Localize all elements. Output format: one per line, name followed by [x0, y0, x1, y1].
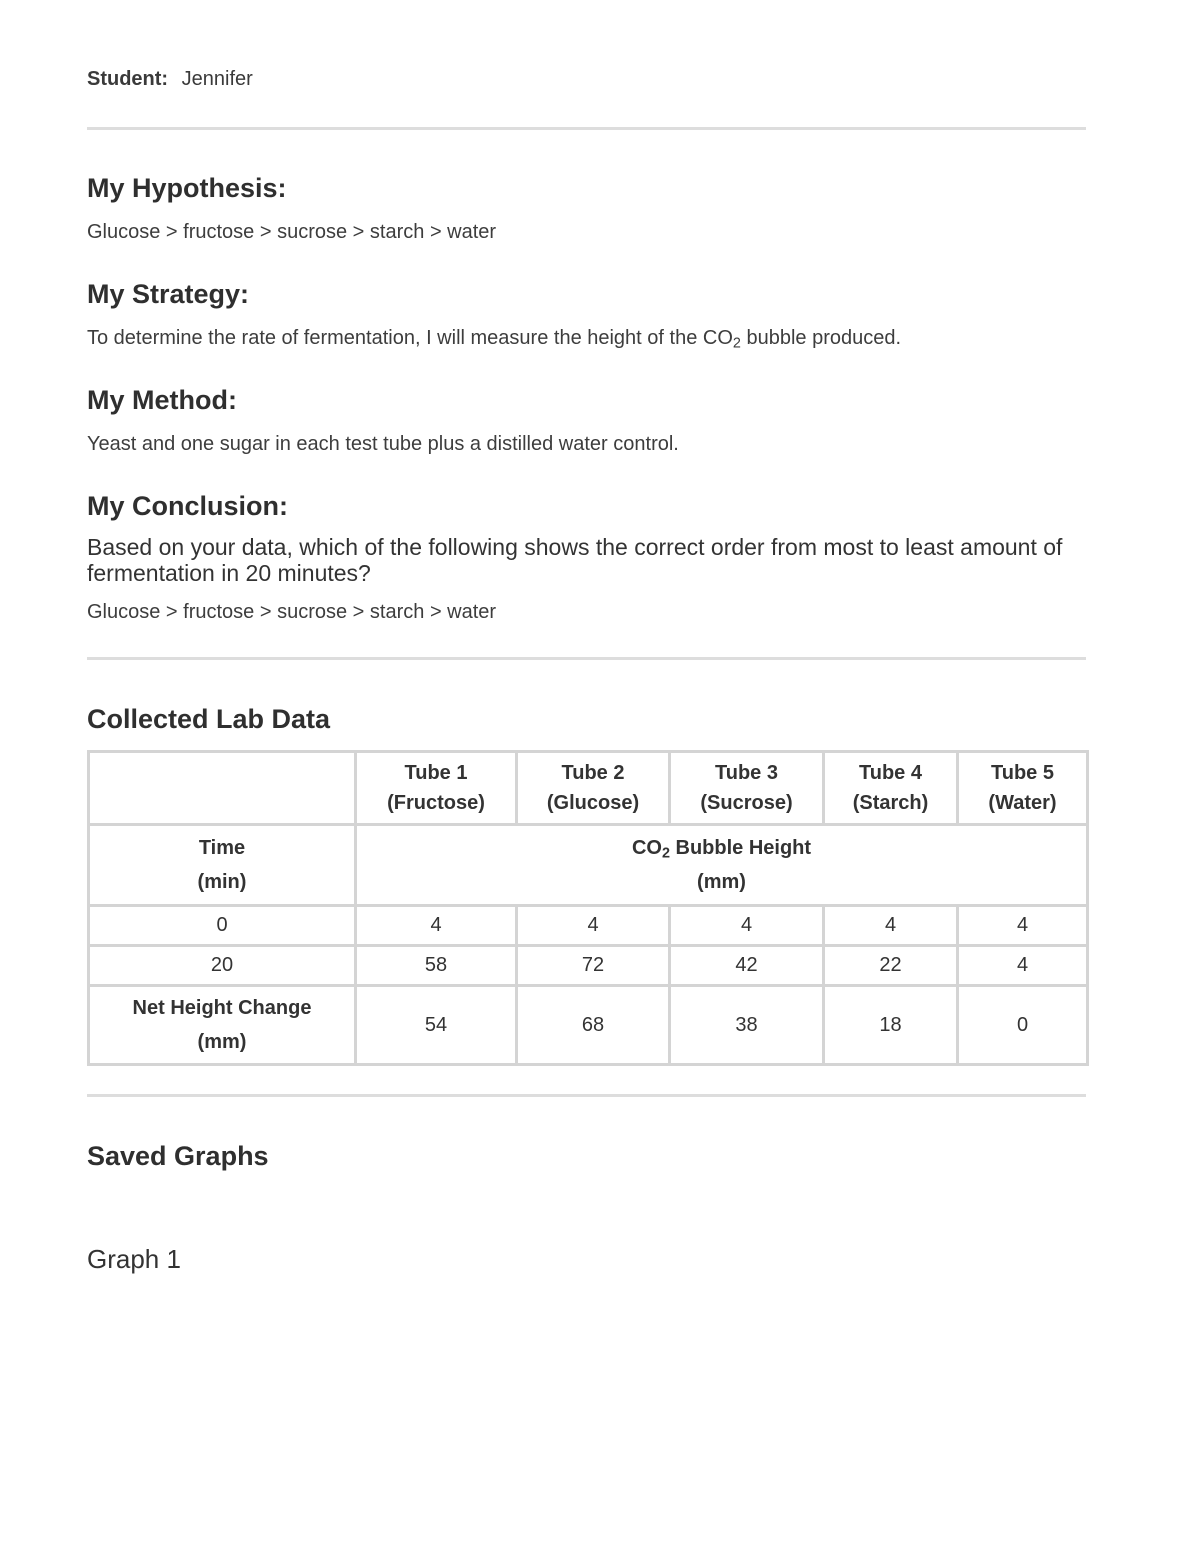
- value-cell: 18: [824, 986, 958, 1065]
- table-row: [89, 906, 1088, 946]
- graph-label: Graph 1: [87, 1244, 181, 1274]
- value-cell: 58: [356, 946, 517, 986]
- net-change-row: [89, 986, 1088, 1065]
- strategy-subscript: 2: [732, 335, 741, 352]
- column-header: Tube 5 (Water): [958, 752, 1088, 825]
- measure-header: $CO_2$ Bubble Height (mm): [356, 825, 1088, 906]
- value-cell: 4: [356, 906, 517, 946]
- value-cell: 22: [824, 946, 958, 986]
- value-cell: 4: [958, 906, 1088, 946]
- time-cell: 20: [89, 946, 356, 986]
- time-header: Time (min): [89, 825, 356, 906]
- lab-data-heading: Collected Lab Data: [87, 704, 331, 734]
- column-header: Tube 1 (Fructose): [356, 752, 517, 825]
- time-cell: 0: [89, 906, 356, 946]
- value-cell: 4: [517, 906, 670, 946]
- table-corner-cell: [89, 752, 356, 825]
- method-text: Yeast and one sugar in each test tube plus a distilled water control.: [87, 433, 679, 455]
- strategy-text: [87, 327, 901, 350]
- student-name: Jennifer: [181, 68, 253, 90]
- table-subheader-row: [89, 825, 1088, 906]
- table-row: [89, 946, 1088, 986]
- value-cell: 38: [670, 986, 824, 1065]
- value-cell: 72: [517, 946, 670, 986]
- hypothesis-text: Glucose > fructose > sucrose > starch > water: [87, 221, 497, 243]
- student-line: [87, 68, 253, 91]
- value-cell: 4: [958, 946, 1088, 986]
- strategy-text-after: bubble produced.: [740, 327, 902, 349]
- value-cell: 4: [670, 906, 824, 946]
- table-header-row: [89, 752, 1088, 825]
- value-cell: 0: [958, 986, 1088, 1065]
- hypothesis-heading: My Hypothesis:: [87, 173, 287, 203]
- value-cell: 68: [517, 986, 670, 1065]
- conclusion-heading: My Conclusion:: [87, 491, 288, 521]
- column-header: Tube 4 (Starch): [824, 752, 958, 825]
- strategy-heading: My Strategy:: [87, 279, 250, 309]
- net-change-label: Net Height Change (mm): [89, 986, 356, 1065]
- lab-data-table: [87, 750, 1089, 1066]
- conclusion-answer: Glucose > fructose > sucrose > starch > water: [87, 601, 497, 623]
- column-header: Tube 2 (Glucose): [517, 752, 670, 825]
- student-label: Student:: [87, 68, 169, 90]
- column-header: Tube 3 (Sucrose): [670, 752, 824, 825]
- value-cell: 54: [356, 986, 517, 1065]
- strategy-text-before: To determine the rate of fermentation, I will measure the height of the CO: [87, 327, 733, 349]
- divider: [87, 127, 1086, 130]
- value-cell: 42: [670, 946, 824, 986]
- saved-graphs-heading: Saved Graphs: [87, 1141, 269, 1171]
- conclusion-question: Based on your data, which of the following shows the correct order from most to least amount of fermentation in 20 minutes?: [87, 534, 1063, 586]
- divider: [87, 657, 1086, 660]
- method-heading: My Method:: [87, 385, 237, 415]
- value-cell: 4: [824, 906, 958, 946]
- divider: [87, 1094, 1086, 1097]
